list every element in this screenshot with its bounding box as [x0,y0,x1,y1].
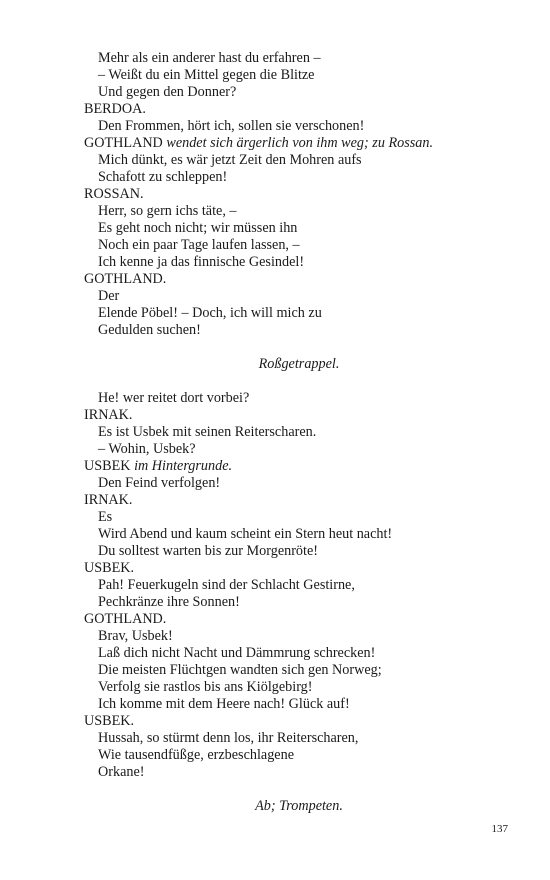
verse-line [0,254,550,271]
verse-line [0,475,550,492]
line-text: Den Frommen, hört ich, sollen sie verschonen! [98,118,365,134]
verse-line [0,628,550,645]
verse-line [0,203,550,220]
line-text: GOTHLAND. [84,271,167,287]
line-text: Elende Pöbel! – Doch, ich will mich zu [98,305,322,321]
verse-line [0,288,550,305]
line-text: GOTHLAND [84,135,163,151]
verse-line [0,237,550,254]
verse-line [0,577,550,594]
line-text: USBEK. [84,713,135,729]
line-text: IRNAK. [84,492,133,508]
verse-line [0,696,550,713]
line-text: Ich kenne ja das finnische Gesindel! [98,254,305,270]
line-text: Roßgetrappel. [258,356,340,372]
line-text: Mehr als ein anderer hast du erfahren – [98,50,321,66]
line-text: Die meisten Flüchtgen wandten sich gen Norweg; [98,662,382,678]
verse-line [0,84,550,101]
stage-direction [0,356,550,373]
line-text: – Weißt du ein Mittel gegen die Blitze [98,67,315,83]
verse-line [0,662,550,679]
verse-line [0,526,550,543]
line-text: Brav, Usbek! [98,628,173,644]
verse-line [0,67,550,84]
line-text: Du solltest warten bis zur Morgenröte! [98,543,318,559]
stage-note: im Hintergrunde. [134,458,233,474]
line-text: Orkane! [98,764,145,780]
line-text: IRNAK. [84,407,133,423]
verse-line [0,220,550,237]
line-text: Wird Abend und kaum scheint ein Stern heut nacht! [98,526,393,542]
verse-line [0,305,550,322]
speaker-name [0,101,550,118]
verse-line [0,679,550,696]
verse-line [0,441,550,458]
verse-line [0,645,550,662]
verse-line [0,424,550,441]
verse-line [0,169,550,186]
line-text: Noch ein paar Tage laufen lassen, – [98,237,300,253]
line-text: Schafott zu schleppen! [98,169,228,185]
line-text: USBEK. [84,560,135,576]
line-text: Pah! Feuerkugeln sind der Schlacht Gestirne, [98,577,355,593]
line-text: Mich dünkt, es wär jetzt Zeit den Mohren aufs [98,152,362,168]
line-text: Ab; Trompeten. [255,798,343,814]
speaker-name [0,186,550,203]
line-text: Laß dich nicht Nacht und Dämmrung schrecken! [98,645,376,661]
line-text: Den Feind verfolgen! [98,475,221,491]
line-text: BERDOA. [84,101,146,117]
speaker-name [0,407,550,424]
verse-line [0,594,550,611]
line-text: Und gegen den Donner? [98,84,237,100]
line-text: USBEK [84,458,131,474]
verse-line [0,747,550,764]
speaker-name [0,135,550,152]
line-text: Verfolg sie rastlos bis ans Kiölgebirg! [98,679,313,695]
verse-line [0,322,550,339]
speaker-name [0,458,550,475]
line-text: Es geht noch nicht; wir müssen ihn [98,220,298,236]
verse-line [0,730,550,747]
speaker-name [0,271,550,288]
verse-line [0,509,550,526]
line-text: ROSSAN. [84,186,144,202]
line-text: Ich komme mit dem Heere nach! Glück auf! [98,696,350,712]
verse-line [0,152,550,169]
speaker-name [0,611,550,628]
verse-line [0,118,550,135]
speaker-name [0,560,550,577]
line-text: GOTHLAND. [84,611,167,627]
verse-line [0,764,550,781]
line-text: Gedulden suchen! [98,322,201,338]
speaker-name [0,492,550,509]
page-number: 137 [491,823,508,835]
line-text: Es [98,509,113,525]
line-text: Herr, so gern ichs täte, – [98,203,237,219]
line-text: – Wohin, Usbek? [98,441,196,457]
stage-direction [0,798,550,815]
line-text: He! wer reitet dort vorbei? [98,390,250,406]
line-text: Es ist Usbek mit seinen Reiterscharen. [98,424,317,440]
stage-note: wendet sich ärgerlich von ihm weg; zu Rossan. [166,135,433,151]
speaker-name [0,713,550,730]
verse-line [0,390,550,407]
line-text: Hussah, so stürmt denn los, ihr Reiterscharen, [98,730,359,746]
verse-line [0,543,550,560]
line-text: Pechkränze ihre Sonnen! [98,594,240,610]
verse-line [0,50,550,67]
line-text: Wie tausendfüßge, erzbeschlagene [98,747,294,763]
line-text: Der [98,288,120,304]
